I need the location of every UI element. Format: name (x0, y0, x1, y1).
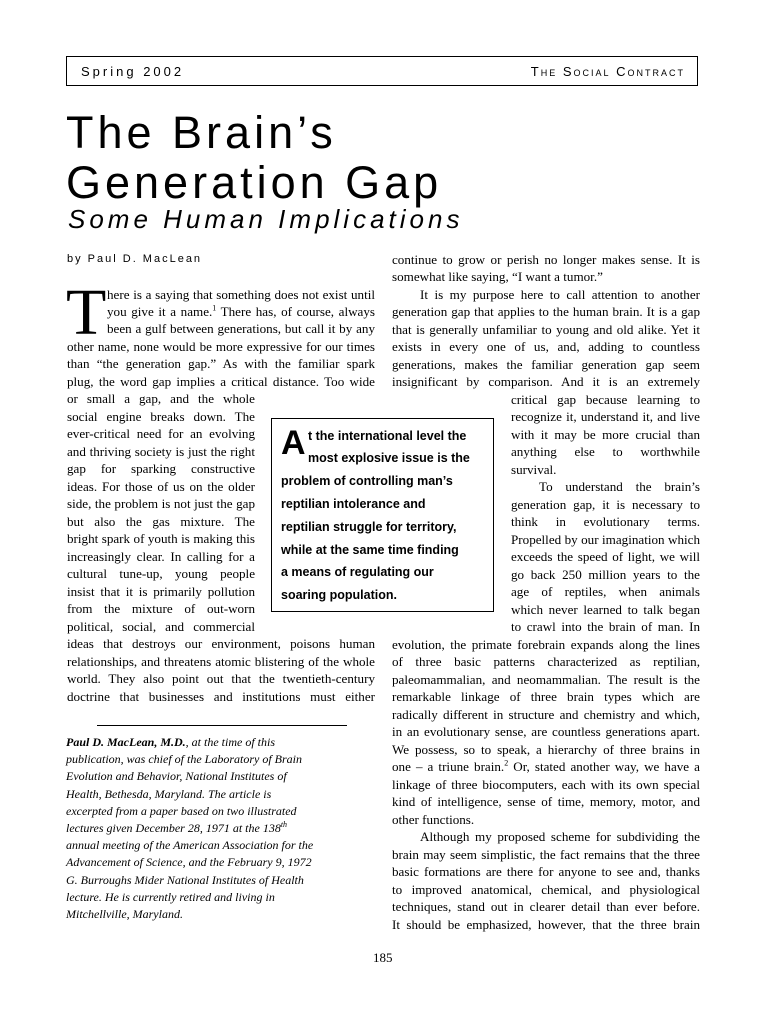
pull-quote-line: reptilian intolerance and (281, 497, 426, 511)
pull-quote-line: a means of regulating our (281, 565, 434, 579)
body-text: Or, stated another way, we have a (508, 759, 700, 774)
body-line: brain may seem simplistic, the fact remains that the three (392, 847, 700, 862)
body-line: Propelled by our imagination which (511, 532, 700, 547)
body-line: radically different in structure and chemistry and which, (392, 707, 700, 722)
pull-quote-line: soaring population. (281, 588, 397, 602)
body-line: Although my proposed scheme for subdividing the (420, 829, 700, 844)
body-line: political, social, and commercial (67, 619, 255, 634)
body-line: other functions. (392, 812, 475, 827)
body-line: that is generally unfamiliar to young and old alike. Yet it (392, 322, 700, 337)
bio-line: Health, Bethesda, Maryland. The article is (66, 786, 272, 801)
journal-title: The Social Contract (530, 64, 685, 79)
body-line: plug, the word gap implies a critical distance. Too wide (67, 374, 375, 389)
body-line: basic formations are there for anyone to see and, thanks (392, 864, 700, 879)
body-line: to crawl into the brain of man. In (511, 619, 700, 634)
pull-quote-line: while at the same time finding (281, 543, 459, 557)
article-title (66, 108, 706, 208)
body-text: one – a triune brain. (392, 759, 505, 774)
footnote-ref: 1 (212, 303, 217, 313)
body-line: cultural tune-up, young people (67, 566, 255, 581)
bio-line (66, 734, 275, 751)
body-line: bright spark of youth is making this (67, 531, 255, 546)
body-line: than “the generation gap.” As with the familiar spark (67, 356, 375, 371)
body-line: continue to grow or perish no longer makes sense. It is (392, 252, 700, 267)
body-line: relationships, and threatens atomic blistering of the whole (67, 654, 375, 669)
byline: by Paul D. MacLean (67, 253, 203, 265)
body-line: and thriving society is just the right (67, 444, 255, 459)
body-line: age of reptiles, when animals (511, 584, 700, 599)
body-line: paleomammalian, and neomammalian. The result is the (392, 672, 700, 687)
body-line: of three basic patterns characterized as reptilian, (392, 654, 700, 669)
body-line: anything else to worthwhile (511, 444, 700, 459)
body-line: or small a gap, and the whole (67, 391, 255, 406)
bio-line: Mitchellville, Maryland. (66, 907, 183, 921)
body-line: kind of intelligence, sense of time, memory, motor, and (392, 794, 700, 809)
body-line: which never learned to talk began (511, 602, 700, 617)
body-line (392, 758, 700, 776)
body-line: here is a saying that something does not exist until (107, 287, 375, 302)
body-line: evolution, the primate forebrain expands along the lines (392, 637, 700, 652)
body-line: exceeds the speed of light, we will (511, 549, 700, 564)
pull-quote-line: problem of controlling man’s (281, 474, 453, 488)
bio-text: , at the time of this (185, 735, 275, 749)
body-line: world. They also point out that the twentieth-century (67, 671, 375, 686)
body-line: survival. (511, 462, 557, 477)
body-line: generations, makes the familiar generation gap seem (392, 357, 700, 372)
body-line: to improved anatomical, chemical, and physiological (392, 882, 700, 897)
page-number: 185 (373, 950, 393, 965)
body-line: think in evolutionary terms. (511, 514, 700, 529)
footnote-ref: 2 (504, 758, 509, 768)
pull-quote-initial: A (281, 424, 306, 462)
body-line: but also the gas mixture. The (67, 514, 255, 529)
body-line: go back 250 million years to the (511, 567, 700, 582)
body-line: remarkable linkage of three brain types which are (392, 689, 700, 704)
body-line: exists in every one of us, and, adding to countless (392, 339, 700, 354)
body-line: generation gap that applies to the human brain. It is a gap (392, 304, 700, 319)
bio-line: Advancement of Science, and the February 9, 1972 (66, 855, 312, 870)
body-line: ideas. For those of us on the older (67, 479, 255, 494)
bio-line: publication, was chief of the Laboratory of Brain (66, 752, 302, 767)
author-name: Paul D. MacLean, M.D. (66, 735, 186, 749)
title-line-2: Generation Gap (66, 157, 443, 208)
body-line: gap for sparking constructive (67, 461, 255, 476)
bio-text: lectures given December 28, 1971 at the 138 (66, 821, 281, 835)
body-text: you give it a name. (107, 304, 213, 319)
body-line: It should be emphasized, however, that the three brain (392, 917, 700, 932)
issue-date: Spring 2002 (81, 64, 185, 79)
body-line: somewhat like saying, “I want a tumor.” (392, 269, 603, 284)
bio-line: excerpted from a paper based on two illustrated (66, 803, 297, 818)
body-line: side, the problem is not just the gap (67, 496, 255, 511)
article-subtitle: Some Human Implications (68, 204, 464, 234)
body-line: in an evolutionary sense, are countless generations apart. (392, 724, 700, 739)
body-line: doctrine that businesses and institutions must either (67, 689, 375, 704)
body-line: been a gulf between generations, but call it by any (107, 321, 375, 336)
running-header (66, 56, 698, 86)
drop-cap: T (66, 276, 107, 349)
bio-line (66, 820, 287, 837)
body-line: generation gap, it is necessary to (511, 497, 700, 512)
bio-line: lecture. He is currently retired and living in (66, 889, 275, 904)
body-line: increasingly clear. In calling for a (67, 549, 255, 564)
body-line: ever-critical need for an evolving (67, 426, 255, 441)
pull-quote-line: most explosive issue is the (308, 451, 470, 465)
body-line: To understand the brain’s (539, 479, 700, 494)
body-line: ideas that destroys our environment, poisons human (67, 636, 375, 651)
body-line: social engine breaks down. The (67, 409, 255, 424)
body-line: critical gap because learning to (511, 392, 700, 407)
bio-line: Evolution and Behavior, National Institutes of (66, 769, 287, 784)
footnote-divider (97, 725, 347, 726)
body-text: There has, of course, always (216, 304, 375, 319)
bio-line: annual meeting of the American Association for the (66, 838, 314, 853)
body-line: insignificant by comparison. And it is an extremely (392, 374, 700, 389)
body-line: with it may be more crucial than (511, 427, 700, 442)
body-line: linkage of three biocomputers, each with its own special (392, 777, 700, 792)
title-line-1: The Brain’s (66, 107, 337, 158)
body-line: from the mixture of out-worn (67, 601, 255, 616)
body-line: We possess, so to speak, a hierarchy of three brains in (392, 742, 700, 757)
body-line: It is my purpose here to call attention to another (420, 287, 700, 302)
ordinal-suffix: th (280, 820, 288, 829)
pull-quote-line: reptilian struggle for territory, (281, 520, 457, 534)
body-line: insist that it is primarily pollution (67, 584, 255, 599)
body-line: techniques, stand out in clearer detail than ever before. (392, 899, 700, 914)
bio-line: G. Burroughs Mider National Institutes of Health (66, 872, 304, 887)
body-line: other name, none would be more expressive for our times (67, 339, 375, 354)
body-line (107, 303, 375, 321)
pull-quote (271, 418, 494, 612)
body-line: recognize it, understand it, and live (511, 409, 700, 424)
pull-quote-line: t the international level the (308, 429, 467, 443)
